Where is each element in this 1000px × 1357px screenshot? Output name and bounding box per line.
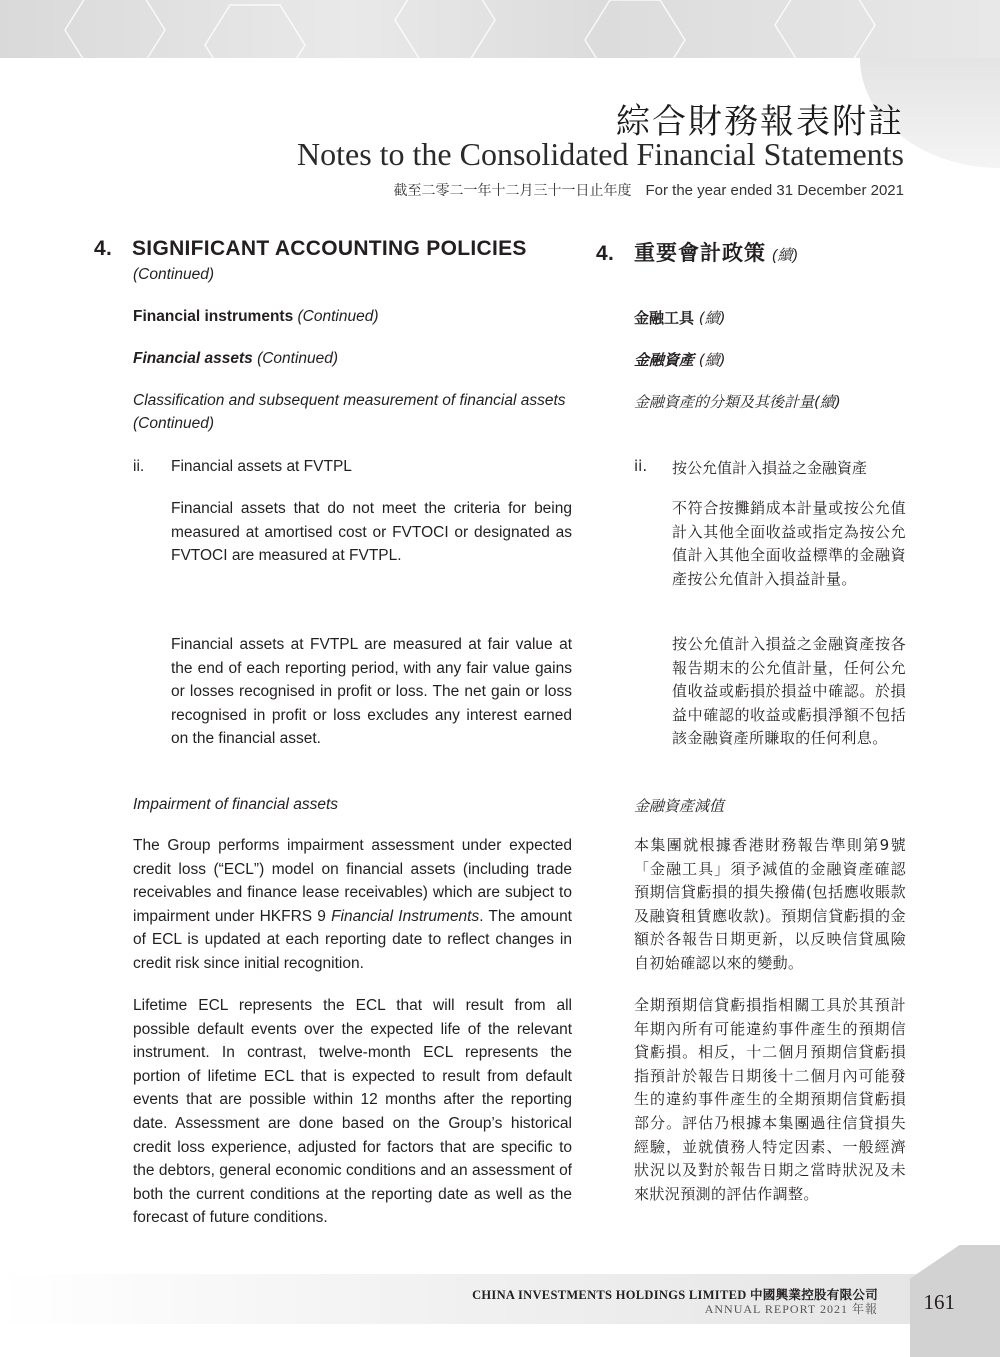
subheading-financial-assets-cn [634,349,726,370]
footer-report: ANNUAL REPORT 2021 年報 [704,1302,878,1316]
section-number: 4. [94,237,113,260]
subheading-text: Financial assets [133,350,253,367]
page-number: 161 [923,1290,955,1314]
subheading-text: 金融工具 [634,309,695,327]
section-title-text: SIGNIFICANT ACCOUNTING POLICIES [132,237,527,260]
subheading-continued: (續) [698,351,726,369]
item-title-en: Financial assets at FVTPL [171,458,352,475]
paragraph-impairment-ecl [133,834,572,976]
section-title-en [94,237,527,261]
footer-company: CHINA INVESTMENTS HOLDINGS LIMITED 中國興業控股有限公司 [472,1288,878,1302]
subheading-classification-2: (Continued) [133,415,214,432]
paragraph-fvtpl-measurement: Financial assets at FVTPL are measured at fair value at the end of each reporting period, with any fair value gains or losses recognised in profit or loss. The net gain or loss recognised in profit or loss excludes any interest earned on the financial asset. [171,636,572,748]
paragraph-text: The Group performs impairment assessment under expected credit loss (“ECL”) model on financial assets (including trade receivables and finance lease receivables) which are subject to impairment under HKFRS 9 [133,837,572,925]
subheading-financial-instruments [133,305,379,329]
subheading-text: Financial instruments [133,308,294,325]
section-title-cn-text: 重要會計政策 [634,241,766,265]
section-continued-cn: (續) [772,247,799,264]
period-cn: 截至二零二一年十二月三十一日止年度 [393,183,632,199]
paragraph-lifetime-ecl: Lifetime ECL represents the ECL that will result from all possible default events over the expected life of the relevant instrument. In contrast, twelve-month ECL represents the portion of lifetime ECL that is expected to result from default events that are possible within 12 months after the reporting date. Assessment are done based on the Group’s historical credit loss experience, adjusted for factors that are specific to the debtors, general economic conditions and an assessment of both the current conditions at the reporting date as well as the forecast of future conditions. [133,997,572,1227]
subheading-text: 金融資產 [634,351,695,369]
paragraph-fvtpl-criteria: Financial assets that do not meet the criteria for being measured at amortised cost or FVTOCI or designated as FVTOCI are measured at FVTPL. [171,500,572,565]
subheading-financial-instruments-cn [634,307,726,328]
item-title-cn: 按公允值計入損益之金融資產 [672,459,868,477]
section-title-cn [596,237,798,267]
period-en: For the year ended 31 December 2021 [645,182,904,199]
page-title-en: Notes to the Consolidated Financial Statements [296,136,904,172]
paragraph-fvtpl-measurement-cn: 按公允值計入損益之金融資產按各報告期末的公允值計量，任何公允值收益或虧損於損益中確認。於損益中確認的收益或虧損淨額不包括該金融資產所賺取的任何利息。 [672,635,906,748]
item-number-cn: ii. [634,457,648,475]
subheading-classification-1: Classification and subsequent measurement of financial assets [133,392,566,409]
hexagon-pattern [0,0,1000,58]
decorative-header-band [0,0,1000,58]
subheading-classification-cn: 金融資產的分類及其後計量(續) [634,393,841,411]
paragraph-lifetime-ecl-cn: 全期預期信貸虧損指相關工具於其預計年期內所有可能違約事件產生的預期信貸虧損。相反，十二個月預期信貸虧損指預計於報告日期後十二個月內可能發生的違約事件產生的全期預期信貸虧損部分。評估乃根據本集團過往信貸損失經驗，並就債務人特定因素、一般經濟狀況以及對於報告日期之當時狀況及未來狀況預測的評估作調整。 [634,996,906,1203]
page-title-cn: 綜合財務報表附註 [616,102,904,142]
subheading-continued: (Continued) [257,350,339,367]
subheading-continued: (續) [698,309,726,327]
paragraph-text: . The amount of ECL is updated at each reporting date to reflect changes in credit risk since initial recognition. [133,907,572,972]
standard-name: Financial Instruments [331,907,480,925]
item-number-en: ii. [133,458,145,475]
paragraph-fvtpl-criteria-cn: 不符合按攤銷成本計量或按公允值計入其他全面收益或指定為按公允值計入其他全面收益標準的金融資產按公允值計入損益計量。 [672,499,906,588]
paragraph-impairment-ecl-cn: 本集團就根據香港財務報告準則第9號「金融工具」須予減值的金融資產確認預期信貸虧損的損失撥備(包括應收賬款及融資租賃應收款)。預期信貸虧損的金額於各報告日期更新，以反映信貸風險自初始確認以來的變動。 [634,836,906,972]
section-continued-en: (Continued) [133,266,214,283]
subheading-impairment: Impairment of financial assets [133,796,339,813]
section-number-cn: 4. [596,242,615,265]
period-line [394,180,905,200]
subheading-impairment-cn: 金融資產減值 [634,797,725,815]
subheading-continued: (Continued) [297,308,379,325]
subheading-financial-assets [133,347,338,371]
